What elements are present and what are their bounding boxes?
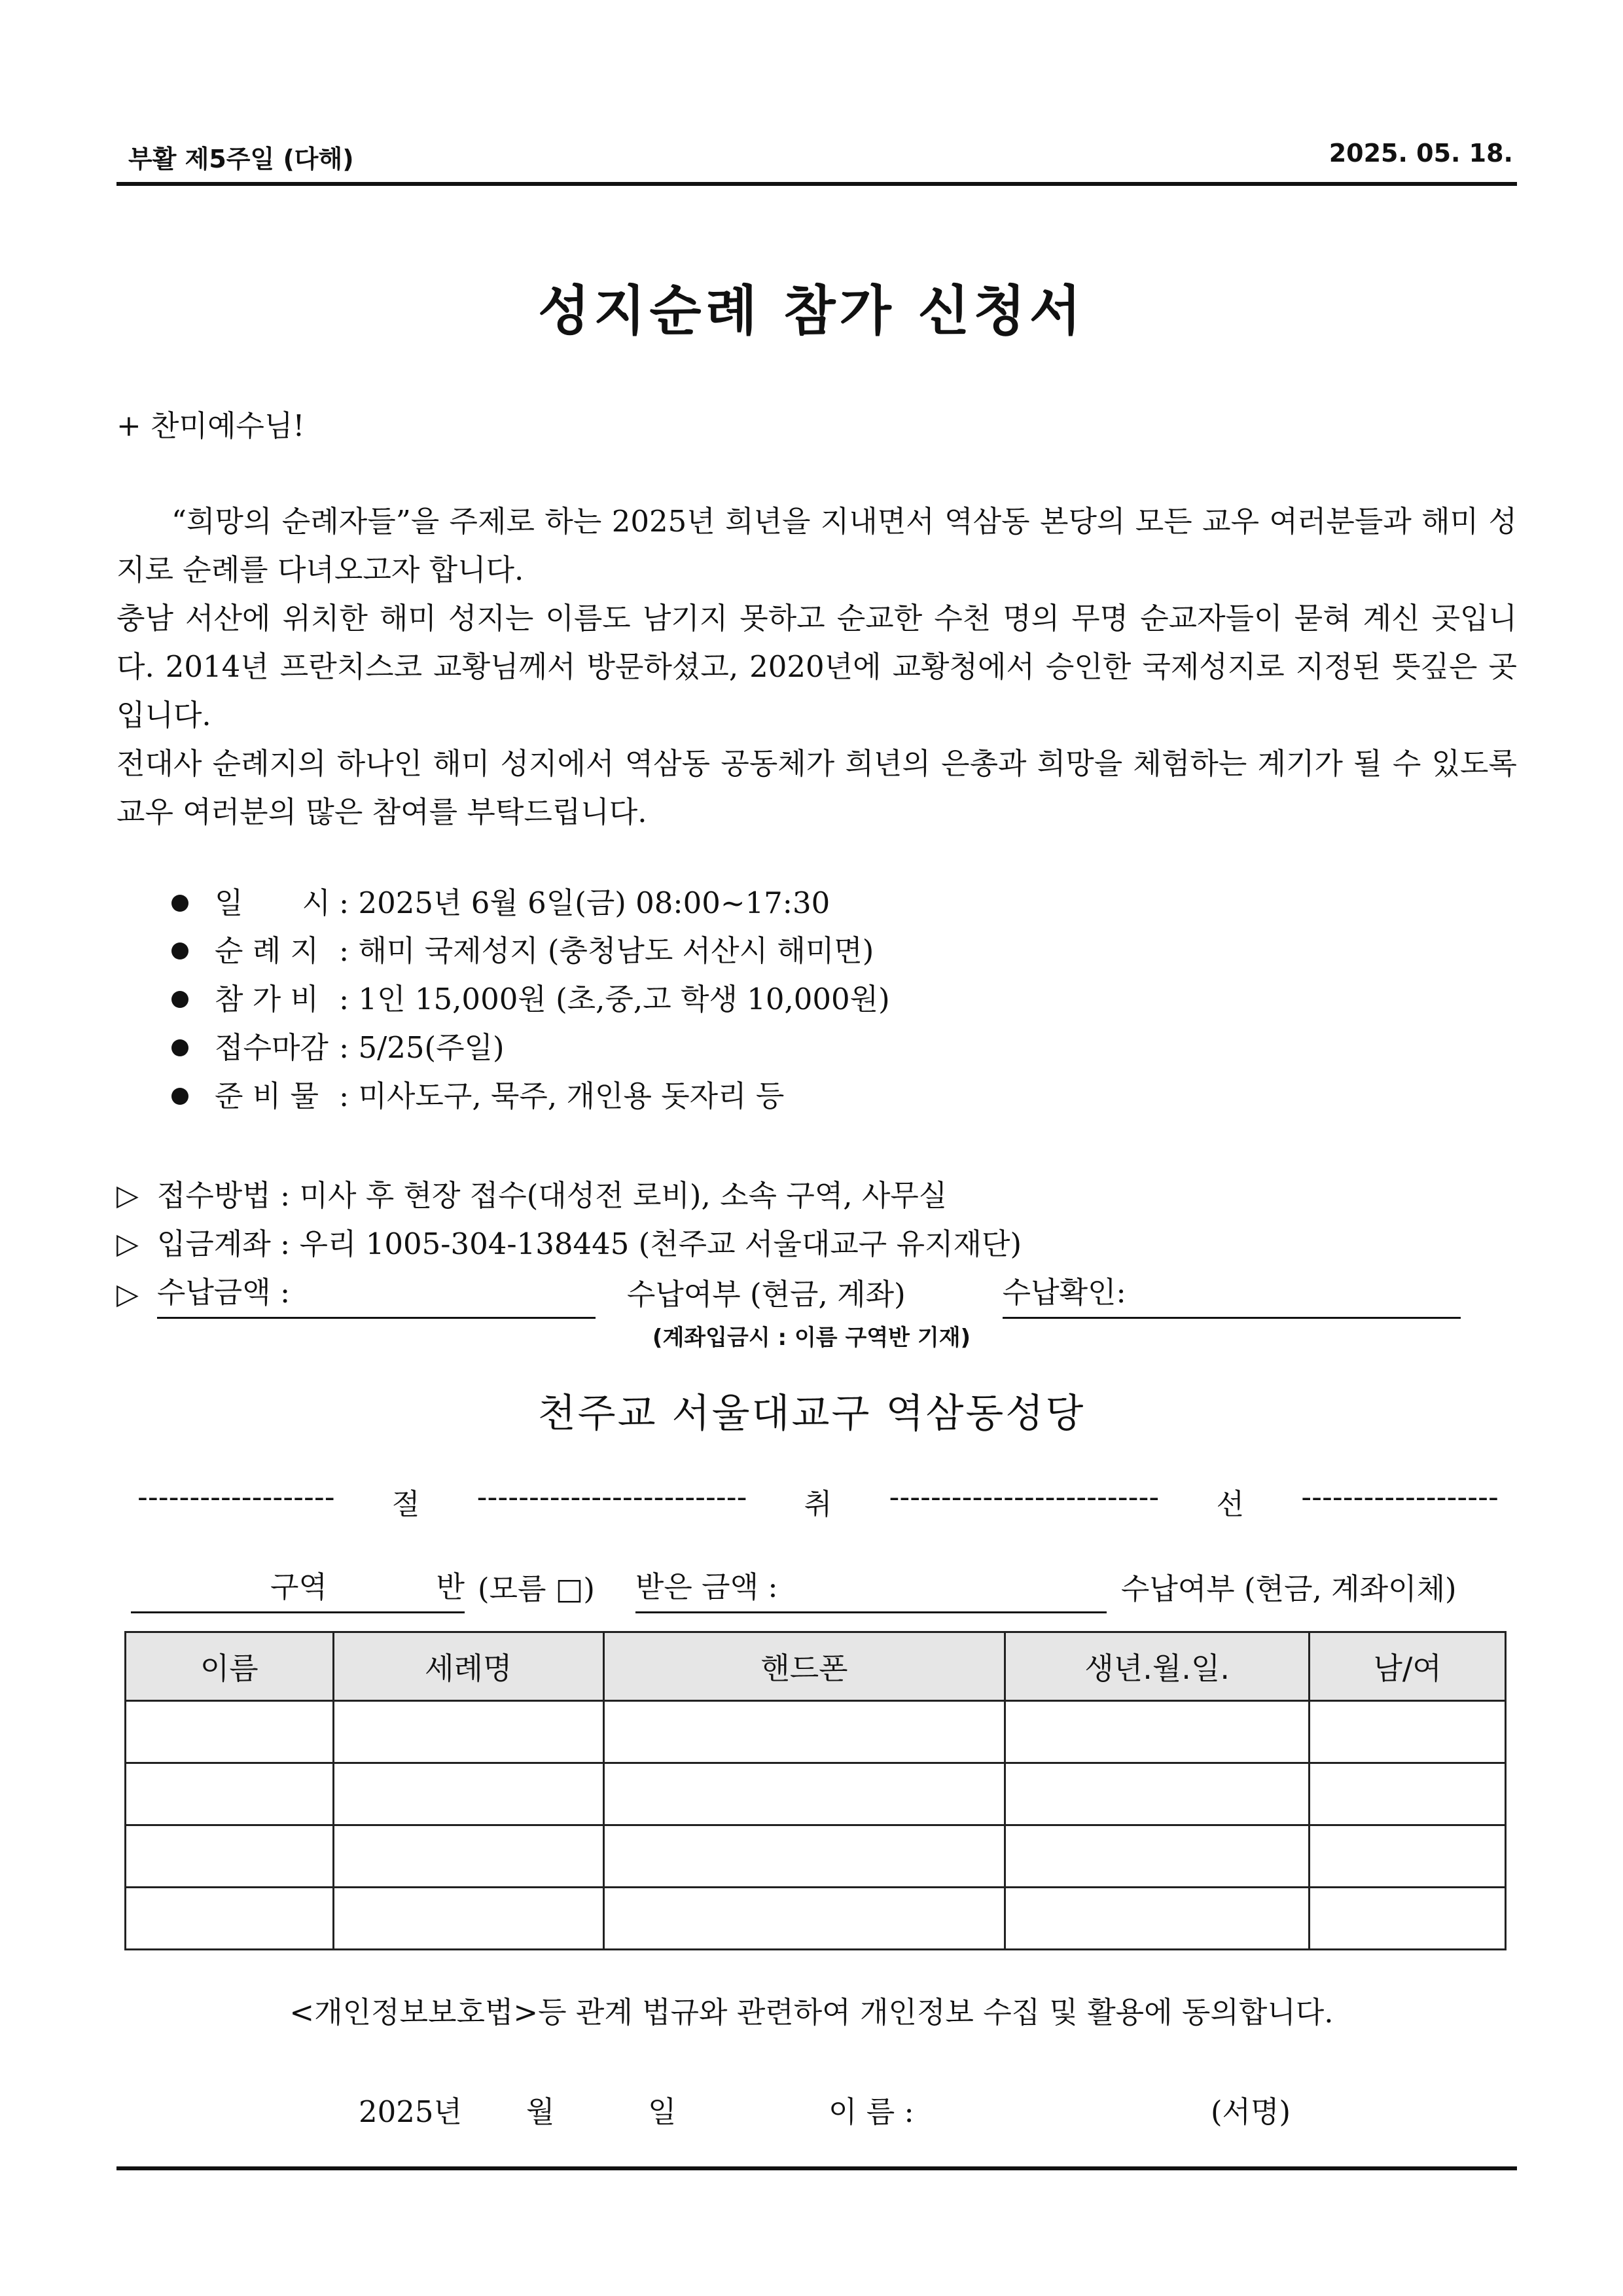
account-note: (계좌입금시 : 이름 구역반 기재) <box>652 1325 971 1351</box>
name-cell[interactable] <box>126 1888 334 1950</box>
detail-supplies <box>171 1072 784 1121</box>
detail-site <box>171 927 874 975</box>
bullet-icon <box>171 1039 188 1056</box>
amount-field[interactable] <box>157 1268 596 1319</box>
paragraph-2: 충남 서산에 위치한 해미 성지는 이름도 남기지 못하고 순교한 수천 명의 무명 순교자들이 묻혀 계신 곳입니다. 2014년 프란치스코 교황님께서 방문하셨고, 2020년에 교황청에서 승인한 국제성지로 지정된 뜻깊은 곳입니다. <box>116 601 1517 732</box>
detail-deadline <box>171 1024 505 1072</box>
header-left: 부활 제5주일 (다해) <box>128 145 354 173</box>
signature-day: 일 <box>648 2094 677 2129</box>
table-row <box>126 1701 1506 1763</box>
bottom-rule <box>116 2166 1517 2170</box>
cut-word: 취 <box>804 1488 832 1521</box>
birthdate-cell[interactable] <box>1005 1888 1310 1950</box>
registration-table <box>124 1631 1507 1950</box>
table-row <box>126 1763 1506 1825</box>
gender-cell[interactable] <box>1310 1701 1506 1763</box>
table-row <box>126 1888 1506 1950</box>
gender-cell[interactable] <box>1310 1763 1506 1825</box>
paragraph-1: “희망의 순례자들”을 주제로 하는 2025년 희년을 지내면서 역삼동 본당의 모든 교우 여러분들과 해미 성지로 순례를 다녀오고자 합니다. <box>116 504 1517 587</box>
detail-value: : 2025년 6월 6일(금) 08:00~17:30 <box>339 886 830 920</box>
triangle-right-icon: ▷ <box>116 1227 139 1261</box>
baptismal-name-cell[interactable] <box>333 1763 603 1825</box>
cut-dashes: -------------------------- <box>889 1480 1160 1514</box>
bullet-icon <box>171 942 188 960</box>
baptismal-name-cell[interactable] <box>333 1825 603 1888</box>
column-header: 핸드폰 <box>603 1632 1005 1701</box>
column-header: 세례명 <box>333 1632 603 1701</box>
gender-cell[interactable] <box>1310 1825 1506 1888</box>
signature-name-label: 이 름 : <box>829 2094 914 2129</box>
amount-label: 수납금액 : <box>156 1275 291 1310</box>
detail-label: 준 비 물 <box>215 1079 319 1113</box>
table-header-row <box>126 1632 1506 1701</box>
detail-date <box>171 879 830 927</box>
birthdate-cell[interactable] <box>1005 1825 1310 1888</box>
cut-dashes: -------------------------- <box>476 1480 747 1514</box>
consent-text: <개인정보보호법>등 관계 법규와 관련하여 개인정보 수집 및 활용에 동의합니다. <box>289 1995 1334 2030</box>
phone-cell[interactable] <box>603 1763 1005 1825</box>
detail-value: : 해미 국제성지 (충청남도 서산시 해미면) <box>339 933 874 968</box>
birthdate-cell[interactable] <box>1005 1763 1310 1825</box>
baptismal-name-cell[interactable] <box>333 1888 603 1950</box>
detail-label: 참 가 비 <box>215 982 319 1016</box>
payment-line <box>116 1268 1517 1319</box>
page-title: 성지순례 참가 신청서 <box>537 280 1085 342</box>
ban-field[interactable] <box>327 1563 465 1613</box>
detail-fee <box>171 975 890 1024</box>
form-meta-line <box>131 1563 1512 1613</box>
detail-label: 일 시 <box>215 886 330 920</box>
name-cell[interactable] <box>126 1763 334 1825</box>
confirm-label: 수납확인: <box>1002 1275 1126 1310</box>
payment-method-label: 수납여부 (현금, 계좌이체) <box>1120 1571 1457 1606</box>
name-cell[interactable] <box>126 1825 334 1888</box>
arrow-item-method <box>116 1172 947 1220</box>
signature-year: 2025년 <box>359 2094 462 2129</box>
received-label: 받은 금액 : <box>635 1570 778 1604</box>
cut-dashes: ------------------- <box>1301 1480 1499 1514</box>
triangle-right-icon: ▷ <box>116 1278 139 1311</box>
name-cell[interactable] <box>126 1701 334 1763</box>
column-header: 생년.월.일. <box>1005 1632 1310 1701</box>
greeting: + 찬미예수님! <box>116 408 305 443</box>
received-amount-field[interactable] <box>635 1563 1107 1613</box>
signature-sign[interactable]: (서명) <box>1211 2094 1291 2129</box>
signature-month: 월 <box>526 2094 555 2129</box>
cut-word: 절 <box>391 1488 420 1521</box>
group-unknown-checkbox[interactable]: (모름 □) <box>478 1571 595 1606</box>
baptismal-name-cell[interactable] <box>333 1701 603 1763</box>
payment-status-label: 수납여부 (현금, 계좌) <box>626 1277 906 1312</box>
cut-line <box>137 1480 1499 1522</box>
confirm-field[interactable] <box>1003 1268 1461 1319</box>
detail-value: : 1인 15,000원 (초,중,고 학생 10,000원) <box>339 982 890 1016</box>
table-row <box>126 1825 1506 1888</box>
phone-cell[interactable] <box>603 1701 1005 1763</box>
arrow-item-text: 입금계좌 : 우리 1005-304-138445 (천주교 서울대교구 유지재단) <box>156 1227 1022 1261</box>
paragraph-3: 전대사 순례지의 하나인 해미 성지에서 역삼동 공동체가 희년의 은총과 희망을 체험하는 계기가 될 수 있도록 교우 여러분의 많은 참여를 부탁드립니다. <box>116 746 1517 829</box>
bullet-icon <box>171 1088 188 1105</box>
bullet-icon <box>171 895 188 912</box>
top-rule <box>116 182 1517 186</box>
cut-dashes: ------------------- <box>137 1480 335 1514</box>
phone-cell[interactable] <box>603 1825 1005 1888</box>
detail-value: : 5/25(주일) <box>339 1030 505 1065</box>
ban-label: 반 <box>436 1570 465 1604</box>
arrow-item-account <box>116 1220 1022 1268</box>
church-name: 천주교 서울대교구 역삼동성당 <box>537 1391 1086 1437</box>
district-field[interactable] <box>131 1563 327 1613</box>
phone-cell[interactable] <box>603 1888 1005 1950</box>
cut-word: 선 <box>1216 1488 1245 1521</box>
column-header: 이름 <box>126 1632 334 1701</box>
detail-label: 접수마감 <box>215 1030 329 1065</box>
bullet-icon <box>171 991 188 1008</box>
header-date: 2025. 05. 18. <box>1329 139 1513 168</box>
detail-label: 순 례 지 <box>215 933 319 968</box>
gender-cell[interactable] <box>1310 1888 1506 1950</box>
column-header: 남/여 <box>1310 1632 1506 1701</box>
birthdate-cell[interactable] <box>1005 1701 1310 1763</box>
detail-value: : 미사도구, 묵주, 개인용 돗자리 등 <box>339 1079 785 1113</box>
arrow-item-text: 접수방법 : 미사 후 현장 접수(대성전 로비), 소속 구역, 사무실 <box>156 1178 948 1213</box>
triangle-right-icon: ▷ <box>116 1179 139 1212</box>
district-label: 구역 <box>270 1570 327 1604</box>
